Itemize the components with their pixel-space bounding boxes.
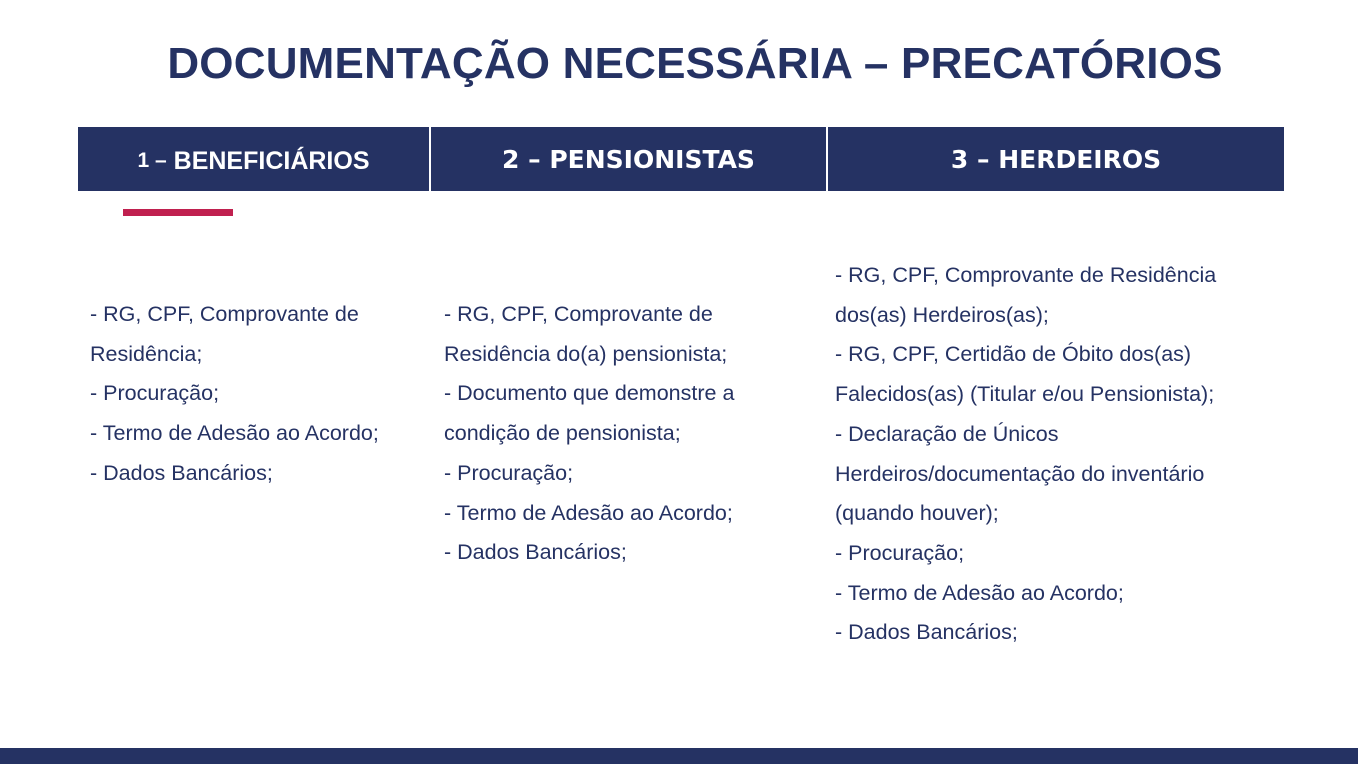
list-item: - Dados Bancários;: [835, 620, 1018, 645]
list-item: - Procuração;: [835, 540, 965, 565]
column-beneficiarios: [90, 295, 379, 494]
list-item: Herdeiros/documentação do inventário: [835, 461, 1205, 486]
header-beneficiarios: [78, 127, 429, 191]
header-herdeiros: 3 – HERDEIROS: [826, 127, 1284, 191]
list-item: - RG, CPF, Comprovante de Residência: [835, 263, 1217, 287]
column-herdeiros: [835, 256, 1216, 653]
list-item: - Termo de Adesão ao Acordo;: [835, 580, 1124, 605]
list-item: - Procuração;: [444, 460, 574, 485]
list-item: - RG, CPF, Comprovante de: [90, 302, 359, 326]
page-title: DOCUMENTAÇÃO NECESSÁRIA – PRECATÓRIOS: [167, 39, 1223, 88]
footer-bar: [0, 748, 1358, 764]
list-item: - Dados Bancários;: [90, 460, 273, 485]
column-pensionistas: [444, 295, 734, 573]
list-item: - Termo de Adesão ao Acordo;: [90, 421, 379, 446]
accent-underline: [123, 209, 233, 216]
header-beneficiarios-number: 1 –: [137, 149, 167, 172]
list-item: - Dados Bancários;: [444, 540, 627, 565]
list-item: - Termo de Adesão ao Acordo;: [444, 500, 733, 525]
header-pensionistas: 2 – PENSIONISTAS: [429, 127, 826, 191]
list-item: - RG, CPF, Comprovante de: [444, 302, 713, 326]
list-item: dos(as) Herdeiros(as);: [835, 302, 1049, 327]
list-item: Falecidos(as) (Titular e/ou Pensionista);: [835, 382, 1215, 407]
list-item: (quando houver);: [835, 501, 999, 526]
list-item: condição de pensionista;: [444, 421, 681, 446]
list-item: - Procuração;: [90, 381, 220, 406]
list-item: Residência;: [90, 341, 203, 366]
list-item: - Documento que demonstre a: [444, 381, 735, 406]
header-beneficiarios-label: BENEFICIÁRIOS: [173, 146, 370, 175]
list-item: - RG, CPF, Certidão de Óbito dos(as): [835, 342, 1192, 367]
list-item: - Declaração de Únicos: [835, 421, 1059, 446]
table-header: [78, 127, 1284, 191]
list-item: Residência do(a) pensionista;: [444, 341, 728, 366]
